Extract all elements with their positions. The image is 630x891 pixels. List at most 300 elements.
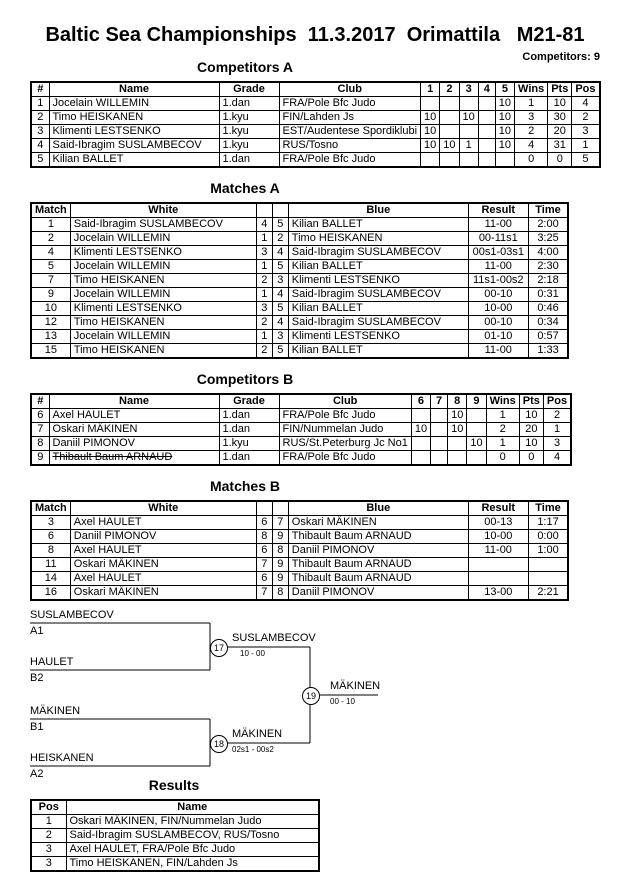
competitor-name: Said-Ibragim SUSLAMBECOV — [49, 139, 219, 153]
col-header-white: White — [70, 501, 256, 516]
competitor-club: RUS/St.Peterburg Jc No1 — [279, 437, 411, 451]
table-header-row — [31, 800, 319, 815]
result-name: Oskari MÄKINEN, FIN/Nummelan Judo — [66, 815, 319, 829]
result-row — [31, 857, 319, 872]
competitor-club: RUS/Tosno — [279, 139, 421, 153]
match-result: 11-00 — [468, 260, 528, 274]
match-time: 3:25 — [528, 232, 568, 246]
col-header-match: Match — [31, 203, 70, 218]
white-seed: 1 — [256, 260, 272, 274]
result-row — [31, 829, 319, 843]
blue-competitor: Thibault Baum ARNAUD — [288, 572, 468, 586]
competitor-club: FRA/Pole Bfc Judo — [279, 409, 411, 423]
white-competitor: Klimenti LESTSENKO — [70, 246, 256, 260]
matches-b-heading: Matches B — [209, 478, 281, 494]
match-time: 4:00 — [528, 246, 568, 260]
pts-cell: 10 — [519, 437, 543, 451]
match-row — [31, 218, 568, 232]
col-header-5: 5 — [495, 82, 514, 97]
competitor-number: 7 — [31, 423, 49, 437]
blue-seed: 3 — [272, 274, 288, 288]
score-cell-9 — [467, 423, 486, 437]
blue-seed: 5 — [272, 344, 288, 359]
col-header-pos: Pos — [572, 82, 600, 97]
score-cell-7 — [431, 423, 448, 437]
bracket-winner-name: SUSLAMBECOV — [232, 632, 316, 644]
white-competitor: Jocelain WILLEMIN — [70, 288, 256, 302]
competitor-name: Klimenti LESTSENKO — [49, 125, 219, 139]
bracket-seed-label: B1 — [30, 721, 44, 733]
competitor-number: 2 — [31, 111, 49, 125]
match-17-circle: 17 — [210, 639, 228, 657]
score-cell-3 — [459, 125, 478, 139]
competitors-b-table — [30, 393, 572, 466]
white-competitor: Daniil PIMONOV — [70, 530, 256, 544]
competitor-grade: 1.dan — [219, 153, 279, 168]
pts-cell: 0 — [548, 153, 572, 168]
score-cell-2 — [440, 97, 459, 111]
competitors-b-heading: Competitors B — [196, 371, 294, 387]
competitor-row — [31, 423, 571, 437]
match-number: 2 — [31, 232, 70, 246]
col-header-match: Match — [31, 501, 70, 516]
competitor-row — [31, 125, 600, 139]
pos-cell: 5 — [572, 153, 600, 168]
col-header-name: Name — [49, 394, 219, 409]
match-result: 00-10 — [468, 288, 528, 302]
score-cell-5: 10 — [495, 125, 514, 139]
score-cell-3 — [459, 153, 478, 168]
match-time: 0:31 — [528, 288, 568, 302]
white-seed: 4 — [256, 218, 272, 232]
score-cell-6 — [411, 451, 430, 466]
match-number: 8 — [31, 544, 70, 558]
pos-cell: 1 — [572, 139, 600, 153]
competitors-a-table — [30, 81, 601, 168]
match-result: 11-00 — [468, 218, 528, 232]
white-number-column-header — [256, 203, 272, 218]
col-header-6: 6 — [411, 394, 430, 409]
col-header-2: 2 — [440, 82, 459, 97]
competitor-number: 6 — [31, 409, 49, 423]
score-cell-8: 10 — [448, 423, 467, 437]
match-time: 1:00 — [528, 544, 568, 558]
blue-competitor: Klimenti LESTSENKO — [288, 330, 468, 344]
competitor-grade: 1.dan — [219, 451, 279, 466]
blue-competitor: Daniil PIMONOV — [288, 544, 468, 558]
score-cell-2: 10 — [440, 139, 459, 153]
competitor-row — [31, 409, 571, 423]
blue-seed: 8 — [272, 544, 288, 558]
matches-b-table — [30, 500, 569, 601]
match-row — [31, 288, 568, 302]
score-cell-9: 10 — [467, 437, 486, 451]
table-header-row — [31, 203, 568, 218]
col-header-result: Result — [468, 203, 528, 218]
col-header-4: 4 — [478, 82, 495, 97]
match-result: 00-10 — [468, 316, 528, 330]
match-number: 11 — [31, 558, 70, 572]
col-header-3: 3 — [459, 82, 478, 97]
match-result: 00-13 — [468, 516, 528, 530]
match-row — [31, 586, 568, 601]
bracket-slot-name: SUSLAMBECOV — [30, 609, 114, 621]
elimination-bracket — [0, 603, 630, 780]
competitor-number: 8 — [31, 437, 49, 451]
blue-seed: 9 — [272, 530, 288, 544]
match-row — [31, 572, 568, 586]
wins-cell: 0 — [486, 451, 519, 466]
match-result: 10-00 — [468, 302, 528, 316]
white-competitor: Axel HAULET — [70, 572, 256, 586]
col-header-pos: Pos — [31, 800, 66, 815]
white-competitor: Oskari MÄKINEN — [70, 586, 256, 601]
pts-cell: 30 — [548, 111, 572, 125]
match-row — [31, 316, 568, 330]
col-header-name: Name — [49, 82, 219, 97]
competitor-number: 3 — [31, 125, 49, 139]
col-header-grade: Grade — [219, 394, 279, 409]
pos-cell: 1 — [543, 423, 571, 437]
col-header-name: Name — [66, 800, 319, 815]
match-number: 7 — [31, 274, 70, 288]
competitor-number: 9 — [31, 451, 49, 466]
col-header-grade: Grade — [219, 82, 279, 97]
score-cell-6: 10 — [411, 423, 430, 437]
competitors-a-heading: Competitors A — [197, 59, 293, 75]
matches-a-table — [30, 202, 569, 359]
match-result: 11s1-00s2 — [468, 274, 528, 288]
blue-seed: 5 — [272, 302, 288, 316]
competitor-club: FRA/Pole Bfc Judo — [279, 451, 411, 466]
col-header-9: 9 — [467, 394, 486, 409]
competitor-club: FRA/Pole Bfc Judo — [279, 97, 421, 111]
result-position: 1 — [31, 815, 66, 829]
match-number: 9 — [31, 288, 70, 302]
results-heading: Results — [148, 777, 200, 793]
white-competitor: Axel HAULET — [70, 544, 256, 558]
match-result — [468, 558, 528, 572]
bracket-slot-name: HEISKANEN — [30, 752, 94, 764]
col-header-time: Time — [528, 203, 568, 218]
col-header-result: Result — [468, 501, 528, 516]
score-cell-8: 10 — [448, 409, 467, 423]
blue-competitor: Oskari MÄKINEN — [288, 516, 468, 530]
score-cell-4 — [478, 97, 495, 111]
match-time: 2:18 — [528, 274, 568, 288]
match-number: 4 — [31, 246, 70, 260]
white-competitor: Said-Ibragim SUSLAMBECOV — [70, 218, 256, 232]
pos-cell: 4 — [572, 97, 600, 111]
results-table — [30, 799, 320, 872]
blue-competitor: Kilian BALLET — [288, 302, 468, 316]
competitor-club: FIN/Nummelan Judo — [279, 423, 411, 437]
match-time: 0:57 — [528, 330, 568, 344]
competitor-club: EST/Audentese Spordiklubi — [279, 125, 421, 139]
competitor-grade: 1.dan — [219, 423, 279, 437]
wins-cell: 1 — [486, 437, 519, 451]
score-cell-1 — [421, 97, 440, 111]
white-seed: 3 — [256, 302, 272, 316]
competitor-name: Kilian BALLET — [49, 153, 219, 168]
col-header-club: Club — [279, 82, 421, 97]
blue-competitor: Kilian BALLET — [288, 344, 468, 359]
score-cell-4 — [478, 125, 495, 139]
col-header-num: # — [31, 394, 49, 409]
bracket-seed-label: B2 — [30, 672, 44, 684]
score-cell-3: 10 — [459, 111, 478, 125]
col-header-club: Club — [279, 394, 411, 409]
blue-seed: 2 — [272, 232, 288, 246]
competitor-row — [31, 153, 600, 168]
match-time — [528, 572, 568, 586]
white-seed: 1 — [256, 330, 272, 344]
match-row — [31, 302, 568, 316]
white-seed: 1 — [256, 232, 272, 246]
match-number: 10 — [31, 302, 70, 316]
score-cell-5: 10 — [495, 97, 514, 111]
competitor-row — [31, 437, 571, 451]
white-seed: 1 — [256, 288, 272, 302]
match-time: 2:30 — [528, 260, 568, 274]
bracket-slot-name: HAULET — [30, 656, 74, 668]
match-time: 1:33 — [528, 344, 568, 359]
competitor-grade: 1.kyu — [219, 111, 279, 125]
col-header-num: # — [31, 82, 49, 97]
match-number: 5 — [31, 260, 70, 274]
white-seed: 2 — [256, 316, 272, 330]
score-cell-1: 10 — [421, 111, 440, 125]
score-cell-8 — [448, 437, 467, 451]
pts-cell: 20 — [519, 423, 543, 437]
match-time: 2:00 — [528, 218, 568, 232]
pts-cell: 31 — [548, 139, 572, 153]
blue-seed: 4 — [272, 246, 288, 260]
match-19-circle: 19 — [302, 687, 320, 705]
pos-cell: 3 — [572, 125, 600, 139]
competitor-row — [31, 139, 600, 153]
blue-competitor: Timo HEISKANEN — [288, 232, 468, 246]
white-competitor: Timo HEISKANEN — [70, 344, 256, 359]
blue-number-column-header — [272, 501, 288, 516]
match-row — [31, 232, 568, 246]
match-row — [31, 530, 568, 544]
white-seed: 2 — [256, 274, 272, 288]
wins-cell: 1 — [486, 409, 519, 423]
match-number: 15 — [31, 344, 70, 359]
pos-cell: 4 — [543, 451, 571, 466]
match-number: 1 — [31, 218, 70, 232]
competitor-row — [31, 111, 600, 125]
bracket-match-score: 10 - 00 — [240, 649, 265, 658]
blue-seed: 7 — [272, 516, 288, 530]
blue-competitor: Daniil PIMONOV — [288, 586, 468, 601]
competitor-club: FIN/Lahden Js — [279, 111, 421, 125]
wins-cell: 0 — [515, 153, 548, 168]
blue-seed: 8 — [272, 586, 288, 601]
col-header-7: 7 — [431, 394, 448, 409]
col-header-blue: Blue — [288, 501, 468, 516]
match-time — [528, 558, 568, 572]
match-number: 3 — [31, 516, 70, 530]
score-cell-1 — [421, 153, 440, 168]
blue-competitor: Thibault Baum ARNAUD — [288, 530, 468, 544]
score-cell-5: 10 — [495, 111, 514, 125]
blue-competitor: Said-Ibragim SUSLAMBECOV — [288, 246, 468, 260]
white-competitor: Axel HAULET — [70, 516, 256, 530]
col-header-blue: Blue — [288, 203, 468, 218]
white-number-column-header — [256, 501, 272, 516]
match-number: 13 — [31, 330, 70, 344]
col-header-pts: Pts — [519, 394, 543, 409]
blue-seed: 3 — [272, 330, 288, 344]
bracket-match-score: 02s1 - 00s2 — [232, 745, 274, 754]
blue-competitor: Said-Ibragim SUSLAMBECOV — [288, 316, 468, 330]
col-header-1: 1 — [421, 82, 440, 97]
white-competitor: Oskari MÄKINEN — [70, 558, 256, 572]
match-number: 14 — [31, 572, 70, 586]
pos-cell: 2 — [572, 111, 600, 125]
result-name: Timo HEISKANEN, FIN/Lahden Js — [66, 857, 319, 872]
pts-cell: 10 — [519, 409, 543, 423]
score-cell-6 — [411, 437, 430, 451]
bracket-slot-name: MÄKINEN — [30, 705, 81, 717]
wins-cell: 2 — [515, 125, 548, 139]
match-result: 01-10 — [468, 330, 528, 344]
result-position: 2 — [31, 829, 66, 843]
result-position: 3 — [31, 857, 66, 872]
pts-cell: 0 — [519, 451, 543, 466]
col-header-white: White — [70, 203, 256, 218]
white-seed: 6 — [256, 516, 272, 530]
col-header-wins: Wins — [515, 82, 548, 97]
score-cell-9 — [467, 451, 486, 466]
competitor-row — [31, 451, 571, 466]
col-header-pts: Pts — [548, 82, 572, 97]
blue-competitor: Klimenti LESTSENKO — [288, 274, 468, 288]
match-row — [31, 558, 568, 572]
match-18-circle: 18 — [210, 735, 228, 753]
white-competitor: Jocelain WILLEMIN — [70, 260, 256, 274]
competitor-number: 1 — [31, 97, 49, 111]
match-row — [31, 330, 568, 344]
match-row — [31, 516, 568, 530]
match-row — [31, 544, 568, 558]
blue-seed: 9 — [272, 558, 288, 572]
match-number: 16 — [31, 586, 70, 601]
competitor-number: 5 — [31, 153, 49, 168]
col-header-pos: Pos — [543, 394, 571, 409]
score-cell-3 — [459, 97, 478, 111]
score-cell-2 — [440, 153, 459, 168]
white-seed: 3 — [256, 246, 272, 260]
match-time: 0:00 — [528, 530, 568, 544]
bracket-seed-label: A2 — [30, 768, 44, 780]
blue-competitor: Said-Ibragim SUSLAMBECOV — [288, 288, 468, 302]
blue-seed: 5 — [272, 260, 288, 274]
white-competitor: Jocelain WILLEMIN — [70, 330, 256, 344]
score-cell-7 — [431, 451, 448, 466]
white-competitor: Timo HEISKANEN — [70, 274, 256, 288]
match-result: 11-00 — [468, 344, 528, 359]
competitor-name: Timo HEISKANEN — [49, 111, 219, 125]
competitor-club: FRA/Pole Bfc Judo — [279, 153, 421, 168]
match-result — [468, 572, 528, 586]
wins-cell: 3 — [515, 111, 548, 125]
competitors-count: Competitors: 9 — [522, 51, 600, 63]
competitor-name: Axel HAULET — [49, 409, 219, 423]
result-name: Axel HAULET, FRA/Pole Bfc Judo — [66, 843, 319, 857]
competitor-grade: 1.kyu — [219, 139, 279, 153]
blue-seed: 4 — [272, 288, 288, 302]
score-cell-5: 10 — [495, 139, 514, 153]
col-header-8: 8 — [448, 394, 467, 409]
pts-cell: 10 — [548, 97, 572, 111]
competitor-name: Thibault Baum ARNAUD — [49, 451, 219, 466]
bracket-seed-label: A1 — [30, 625, 44, 637]
matches-a-heading: Matches A — [210, 180, 280, 196]
pts-cell: 20 — [548, 125, 572, 139]
wins-cell: 2 — [486, 423, 519, 437]
competitor-grade: 1.dan — [219, 409, 279, 423]
competitor-number: 4 — [31, 139, 49, 153]
result-row — [31, 843, 319, 857]
match-result: 13-00 — [468, 586, 528, 601]
score-cell-2 — [440, 125, 459, 139]
table-header-row — [31, 394, 571, 409]
match-result: 11-00 — [468, 544, 528, 558]
score-cell-4 — [478, 111, 495, 125]
result-position: 3 — [31, 843, 66, 857]
table-header-row — [31, 82, 600, 97]
competitor-name: Jocelain WILLEMIN — [49, 97, 219, 111]
match-time: 0:46 — [528, 302, 568, 316]
white-competitor: Klimenti LESTSENKO — [70, 302, 256, 316]
white-seed: 2 — [256, 344, 272, 359]
blue-seed: 9 — [272, 572, 288, 586]
match-result: 00-11s1 — [468, 232, 528, 246]
match-result: 00s1-03s1 — [468, 246, 528, 260]
match-result: 10-00 — [468, 530, 528, 544]
pos-cell: 3 — [543, 437, 571, 451]
white-seed: 6 — [256, 572, 272, 586]
table-header-row — [31, 501, 568, 516]
score-cell-3: 1 — [459, 139, 478, 153]
blue-competitor: Kilian BALLET — [288, 218, 468, 232]
score-cell-7 — [431, 437, 448, 451]
competitor-name: Daniil PIMONOV — [49, 437, 219, 451]
match-row — [31, 246, 568, 260]
result-row — [31, 815, 319, 829]
pos-cell: 2 — [543, 409, 571, 423]
score-cell-6 — [411, 409, 430, 423]
match-time: 1:17 — [528, 516, 568, 530]
white-competitor: Jocelain WILLEMIN — [70, 232, 256, 246]
match-number: 12 — [31, 316, 70, 330]
score-cell-1: 10 — [421, 125, 440, 139]
match-number: 6 — [31, 530, 70, 544]
score-cell-9 — [467, 409, 486, 423]
blue-seed: 4 — [272, 316, 288, 330]
match-time: 0:34 — [528, 316, 568, 330]
score-cell-7 — [431, 409, 448, 423]
match-row — [31, 274, 568, 288]
match-row — [31, 260, 568, 274]
match-row — [31, 344, 568, 359]
white-seed: 8 — [256, 530, 272, 544]
result-name: Said-Ibragim SUSLAMBECOV, RUS/Tosno — [66, 829, 319, 843]
competitor-grade: 1.kyu — [219, 437, 279, 451]
